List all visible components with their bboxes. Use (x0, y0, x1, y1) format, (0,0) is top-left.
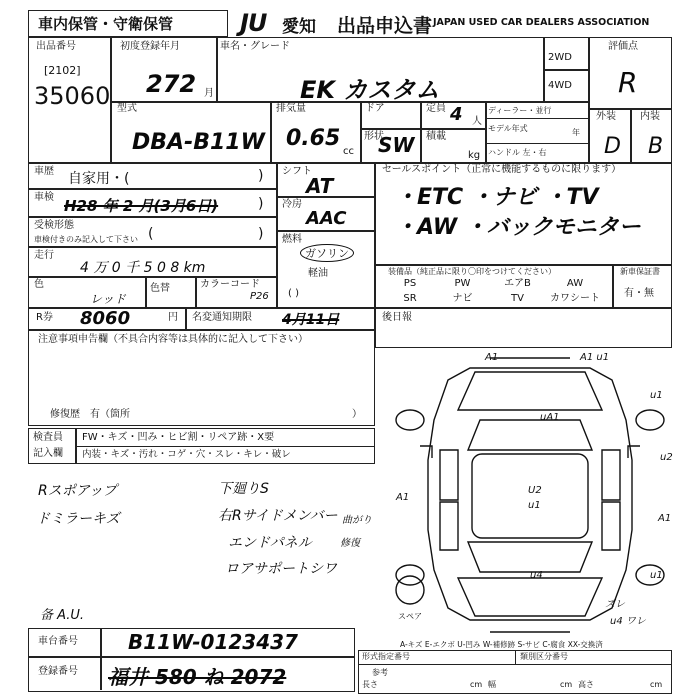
mileage-label: 走行 (34, 250, 54, 261)
equip-aw: AW (566, 278, 584, 289)
equip-tv: TV (511, 293, 524, 304)
dealer-label: ディーラー・並行 (488, 106, 552, 115)
equip-airbag: エアB (504, 278, 531, 289)
displacement-value: 0.65 (286, 126, 341, 151)
remark-line5: エンドパネル (228, 535, 312, 551)
mark-u4-bottom: u4 (530, 570, 543, 581)
association-name: JAPAN USED CAR DEALERS ASSOCIATION (433, 17, 650, 28)
first-reg-label: 初度登録年月 (120, 41, 180, 52)
color-label: 色 (34, 279, 44, 290)
cm-3: cm (650, 680, 663, 689)
logo-region: 愛知 (282, 17, 316, 37)
receive-note: 車検付きのみ記入して下さい (34, 235, 138, 244)
registration-value: 福井 580 ね 2072 (108, 665, 287, 689)
mark-u2-right: u2 (660, 452, 673, 463)
exterior-value: D (604, 134, 621, 159)
capacity-value: 4 (450, 104, 463, 125)
shift-value: AT (306, 174, 334, 198)
after-notes-label: 後日報 (382, 312, 412, 323)
car-name-label: 車名・グレード (220, 41, 290, 52)
mark-ua1: uA1 (540, 412, 560, 423)
rken-unit: 円 (168, 312, 178, 323)
name-change-value: 4月11日 (282, 312, 340, 328)
doors-value: SW (378, 133, 415, 157)
sales-line1: ・ETC ・ナビ ・TV (395, 185, 599, 210)
mark-u4-ware: u4 ワレ (610, 616, 646, 627)
inspection-close: ) (258, 196, 264, 212)
notes-label: 注意事項申告欄（不具合内容等は具体的に記入して下さい） (38, 334, 308, 345)
fuel-option: 軽油 (308, 268, 328, 279)
spec-label: 形式指定番号 (362, 652, 410, 661)
model-label: 型式 (117, 103, 137, 114)
color-code: P26 (250, 291, 269, 302)
repair-close: ） (352, 409, 362, 420)
mark-a1-right: A1 u1 (580, 352, 610, 363)
equipment-label: 装備品（純正品に限り〇印をつけてください） (388, 267, 556, 276)
interior-value: B (648, 134, 664, 159)
inspector-row1: FW・キズ・凹み・ヒビ割・リペア跡・X要 (82, 432, 275, 443)
equipment-grid (385, 278, 610, 305)
inspection-value: H28 年 2 月(3月6日) (64, 197, 219, 215)
storage-note: 車内保管・守衛保管 (38, 15, 174, 33)
mark-a1-right-mid: A1 (658, 513, 672, 524)
inspector-label2: 記入欄 (33, 448, 63, 459)
ref-label: 参考 (372, 668, 388, 677)
after-notes-box (375, 308, 672, 348)
cm-2: cm (560, 680, 573, 689)
color-value: レッド (90, 292, 126, 306)
spare-label: スペア (398, 612, 422, 621)
mark-s2-bottom: ズレ (605, 599, 625, 610)
interior-label: 内装 (640, 111, 660, 122)
mark-u1-center: u1 (528, 500, 541, 511)
equip-seat: カワシート (550, 293, 600, 304)
inspection-label: 車検 (34, 192, 54, 203)
receive-close: ) (258, 226, 264, 242)
cm-1: cm (470, 680, 483, 689)
model-year-label: モデル年式 (488, 124, 528, 133)
drive-4wd: 4WD (548, 80, 572, 91)
repair-label: 修復歴 有（箇所 (50, 409, 130, 420)
handle-label: ハンドル 左・右 (488, 148, 547, 157)
color-change-label: 色替 (150, 283, 170, 294)
aircon-value: AAC (306, 208, 347, 229)
doors-label: ドア (365, 103, 385, 114)
load-label: 積載 (426, 131, 446, 142)
form-title: 出品申込書 (337, 15, 433, 37)
shift-label: シフト (282, 166, 312, 177)
receive-open: ( (148, 226, 154, 242)
remark-line6: ロアサポートシワ (225, 561, 337, 577)
equip-sr: SR (403, 293, 417, 304)
mark-u1-right-top: u1 (650, 390, 663, 401)
mark-a1-side: A1 (396, 492, 410, 503)
fuel-paren: ( ) (288, 288, 299, 299)
remark-line2: ドミラーキズ (36, 511, 120, 527)
load-unit: kg (468, 150, 481, 161)
cat-label: 類別区分番号 (520, 652, 568, 661)
inspector-row2: 内装・キズ・汚れ・コゲ・穴・スレ・キレ・破レ (82, 449, 291, 460)
damage-legend: A-キズ E-エクボ U-凹み W-補修跡 S-サビ C-腐食 XX-交換済 (400, 640, 603, 649)
displacement-unit: cc (343, 146, 354, 157)
rating-label: 評価点 (608, 41, 638, 52)
car-name-value: EK カスタム (300, 76, 440, 104)
dim-width: 幅 (488, 680, 496, 689)
mark-a1-left: A1 (485, 352, 499, 363)
remark-side1: 曲がり (342, 515, 372, 526)
rken-value: 8060 (80, 308, 131, 329)
remark-side2: 修復 (340, 538, 360, 549)
remark-line3: 下廻りS (218, 481, 269, 497)
drive-2wd: 2WD (548, 52, 572, 63)
equip-navi: ナビ (452, 293, 473, 304)
sales-line2: ・AW ・バックモニター (395, 215, 641, 240)
aircon-label: 冷房 (282, 199, 302, 210)
doors-shape-label: 形状 (364, 131, 384, 142)
capacity-label: 定員 (426, 103, 446, 114)
ju-logo: JU (240, 9, 267, 37)
first-reg-unit: 月 (204, 88, 214, 99)
warranty-value: 有・無 (624, 288, 654, 299)
first-reg-value: 272 (146, 70, 197, 98)
color-code-label: カラーコード (200, 279, 260, 290)
equip-pw: PW (454, 278, 471, 289)
receive-label: 受検形態 (34, 220, 74, 231)
displacement-label: 排気量 (276, 103, 306, 114)
mark-u2-center: U2 (528, 485, 542, 496)
rken-label: R券 (36, 312, 53, 323)
dim-height: 高さ (578, 680, 594, 689)
mileage-value: 4 万 0 千 5 0 8 km (80, 260, 206, 276)
warranty-label: 新車保証書 (620, 267, 660, 276)
history-label: 車歴 (34, 166, 54, 177)
model-value: DBA-B11W (132, 130, 265, 155)
remark-line4: 右Rサイドメンバー (218, 508, 338, 524)
lot-prefix: [2102] (44, 64, 81, 77)
lot-number: 35060 (34, 82, 111, 110)
sales-label: セールスポイント（正常に機能するものに限ります） (382, 164, 622, 175)
history-value: 自家用・( (68, 171, 130, 187)
model-year-unit: 年 (572, 128, 580, 137)
rating-value: R (618, 66, 638, 99)
equip-ps: PS (403, 278, 417, 289)
capacity-unit: 人 (472, 116, 482, 127)
remark-last: 备 A.U. (40, 608, 85, 623)
exterior-label: 外装 (596, 111, 616, 122)
mark-u1-bottom-right: u1 (650, 570, 663, 581)
lot-label: 出品番号 (36, 41, 76, 52)
remark-line1: Rスポアップ (38, 483, 117, 499)
registration-label: 登録番号 (38, 666, 78, 677)
dim-length: 長さ (362, 680, 378, 689)
fuel-value: ガソリン (300, 244, 354, 262)
chassis-value: B11W-0123437 (128, 630, 298, 654)
fuel-label: 燃料 (282, 234, 302, 245)
chassis-label: 車台番号 (38, 636, 78, 647)
name-change-label: 名変通知期限 (192, 312, 252, 323)
inspector-label1: 検査員 (33, 432, 63, 443)
history-close: ) (258, 168, 264, 184)
